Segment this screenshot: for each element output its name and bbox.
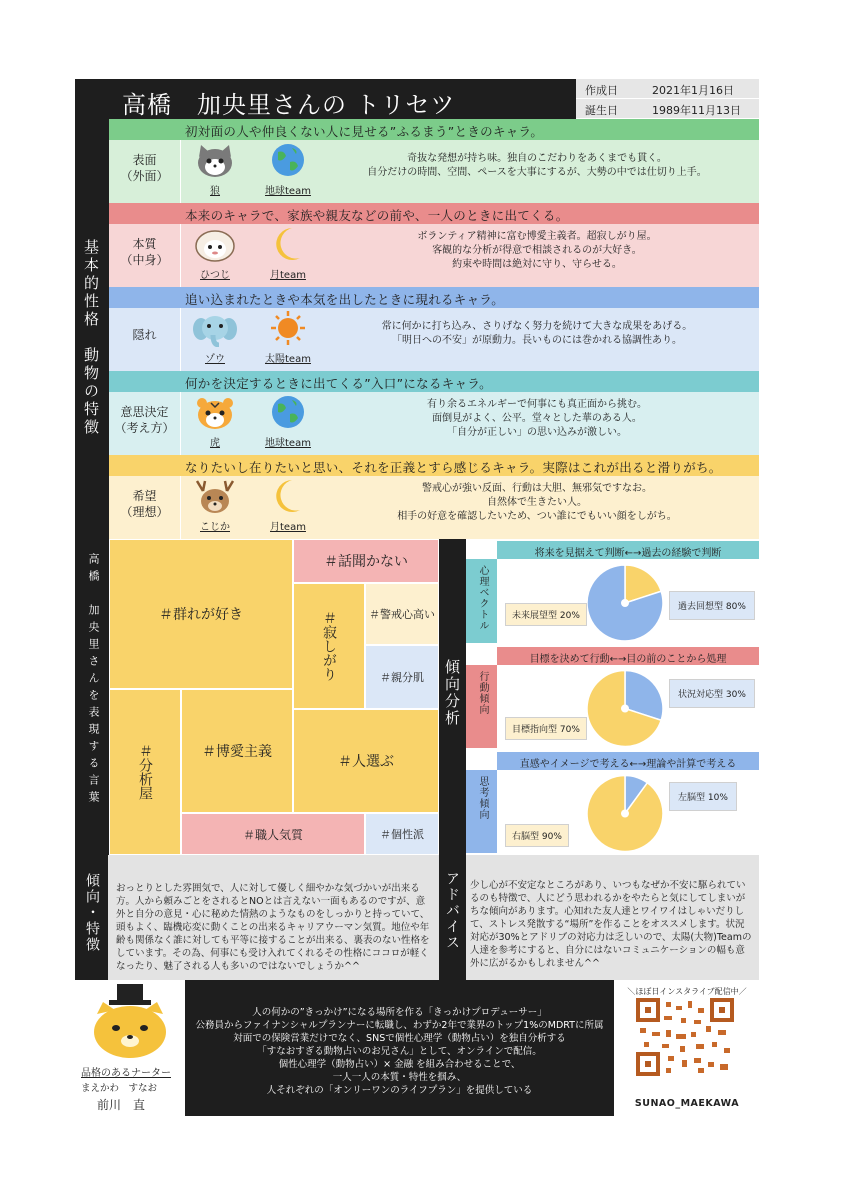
pie-center [621, 599, 629, 607]
profile-card [75, 980, 185, 1116]
analysis-body [497, 665, 759, 748]
advice-side-label: アドバイス [444, 871, 460, 951]
animal-name: 狼 [210, 186, 220, 197]
team-name: 地球team [265, 438, 311, 449]
elephant-icon [193, 311, 237, 347]
analysis-header: 目標を決めて行動←→目の前のことから処理 [497, 647, 759, 665]
analysis-side [466, 559, 497, 643]
animal-name: ひつじ [200, 270, 230, 281]
section-header: 何かを決定するときに出てくる”入口”になるキャラ。 [109, 371, 759, 392]
pie-label-left: 未来展望型 20% [505, 603, 587, 626]
pie-label-right: 状況対応型 30% [669, 679, 755, 708]
bio-line: 人それぞれの「オンリーワンのライフプラン」を提供している [266, 1085, 533, 1096]
tag-wary: ＃警戒心高い [365, 583, 439, 645]
analysis-side-bar [439, 539, 466, 855]
analysis-side-label: 傾向分析 [443, 659, 461, 727]
traits-text: おっとりとした雰囲気で、人に対して優しく細やかな気づかいが出来る方。人から頼みごとをされるとNOとは言えない一面もあるのですが、意外と自分の意見・心に秘めた情熱のようなものをしっかりと持っていて、頭もよく、臨機応変に動くことの出来るキャリアウーマン気質。地位や年齢も関係なく誰に対しても平等に接することが出来る、裏表のない性格をしています。その為、何事にも受け入れてくれるその性格にココロが軽くなったり、魅了される人も多いのではないでしょうか^^ [108, 855, 439, 980]
analysis-body [497, 770, 759, 853]
team-name: 月team [270, 522, 306, 533]
analysis-side-text: 行動傾向 [477, 671, 488, 715]
section-label: 本質 （中身） [109, 224, 181, 287]
section-left-bar [75, 119, 109, 539]
section-header: なりたいし在りたいと思い、それを正義とすら感じるキャラ。実際はこれが出ると滑りがち。 [109, 455, 759, 476]
deer-icon [193, 479, 237, 515]
section-label: 隠れ [109, 308, 181, 371]
section-description: 常に何かに打ち込み、さりげなく努力を続けて大きな成果をあげる。 「明日への不安」が原動力。長いものには巻かれる協調性あり。 [381, 321, 693, 346]
section-body [181, 224, 759, 287]
cat-mascot-icon [87, 984, 173, 1060]
cat-icon [193, 143, 237, 179]
birth-label: 誕生日 [576, 99, 640, 119]
analysis-header: 将来を見据えて判断←→過去の経験で判断 [497, 541, 759, 559]
treemap-side-label: 高橋 加央里さんを表現する言葉 [87, 553, 100, 808]
analysis-side-text: 思考傾向 [477, 776, 488, 820]
qr-code-icon[interactable] [636, 998, 734, 1076]
section-label: 希望 （理想） [109, 476, 181, 539]
tag-boss: ＃親分肌 [365, 645, 439, 709]
analysis-header: 直感やイメージで考える←→理論や計算で考える [497, 752, 759, 770]
moon-icon [270, 478, 306, 514]
section-description: 奇抜な発想が持ち味。独自のこだわりをあくまでも貫く。 自分だけの時間、空間、ペースを大事にするが、大勢の中では仕切り上手。 [367, 153, 707, 178]
tag-selective: ＃人選ぶ [293, 709, 439, 813]
section-left-label: 基本的性格 動物の特徴 [82, 239, 100, 437]
tag-unique: ＃個性派 [365, 813, 439, 855]
pie-label-right: 左脳型 10% [669, 782, 737, 811]
traits-side-label: 傾向・特徴 [84, 873, 100, 953]
qr-caption: ＼ほぼ日インスタライブ配信中／ [627, 987, 747, 996]
bio-line: 個性心理学（動物占い）× 金融 を組み合わせることで、 [278, 1059, 521, 1070]
earth-icon [270, 394, 306, 430]
analysis-side [466, 665, 497, 748]
section-description: 有り余るエネルギーで何事にも真正面から挑む。 面倒見がよく、公平。堂々とした華のある人。 「自分が正しい」の思い込みが激しい。 [427, 399, 647, 438]
tag-lonely: ＃寂しがり [293, 583, 365, 709]
section-body [181, 476, 759, 539]
tag-philanthropy: ＃博愛主義 [181, 689, 293, 813]
bio-line: 一人一人の本質・特性を掴み、 [332, 1072, 467, 1083]
animal-name: ゾウ [205, 354, 225, 365]
section-header: 追い込まれたときや本気を出したときに現れるキャラ。 [109, 287, 759, 308]
section-label: 意思決定 （考え方） [109, 392, 181, 455]
moon-icon [270, 226, 306, 262]
profile-name: 前川 直 [97, 1098, 146, 1112]
team-name: 月team [270, 270, 306, 281]
created-value: 2021年1月16日 [640, 79, 759, 99]
analysis-side-text: 心理ベクトル [477, 565, 488, 631]
tiger-icon [193, 395, 237, 431]
tag-herd: ＃群れが好き [109, 539, 293, 689]
profile-role: 品格のあるナーター [81, 1068, 171, 1079]
profile-kana: まえかわ すなお [81, 1083, 158, 1094]
pie-center [621, 810, 629, 818]
tag-craftsman: ＃職人気質 [181, 813, 365, 855]
sheep-icon [193, 227, 237, 263]
advice-side-bar [439, 855, 466, 980]
pie-label-right: 過去回想型 80% [669, 591, 755, 620]
qr-panel [614, 980, 759, 1116]
analysis-side [466, 770, 497, 853]
section-label: 表面 （外面） [109, 140, 181, 203]
tag-analyst: ＃分析屋 [109, 689, 181, 855]
animal-name: 虎 [210, 438, 220, 449]
team-name: 太陽team [265, 354, 311, 365]
section-description: ボランティア精神に富む博愛主義者。超寂しがり屋。 客観的な分析が得意で相談されるのが大好き。 約束や時間は絶対に守り、守らせる。 [417, 231, 657, 270]
birth-value: 1989年11月13日 [640, 99, 759, 119]
bio-line: 対面での保険営業だけでなく、SNSで個性心理学（動物占い）を独自分析する [233, 1033, 566, 1044]
section-header: 初対面の人や仲良くない人に見せる”ふるまう”ときのキャラ。 [109, 119, 759, 140]
section-description: 警戒心が強い反面、行動は大胆、無邪気ですなお。 自然体で生きたい人。 相手の好意を確認したいため、つい誰にでもいい顔をしがち。 [397, 483, 677, 522]
pie-label-left: 目標指向型 70% [505, 717, 587, 740]
advice-text: 少し心が不安定なところがあり、いつもなぜか不安に駆られているのも特徴で、人にどう思われるかをやたらと気にしてしまいがちな傾向があります。心知れた友人達とワイワイはしゃいだりして、ストレス発散する“場所”を作ることをオススメします。状況対応が30%とアドリブの対応力は乏しいので、太陽(大物)Teamの人達を参考にすると、自分にはないコミュニケーションの幅も意外に広がるかもしれません^^ [466, 855, 759, 980]
pie-center [621, 705, 629, 713]
pie-label-left: 右脳型 90% [505, 824, 569, 847]
tag-not-listening: ＃話聞かない [293, 539, 439, 583]
bio-line: 公務員からファイナンシャルプランナーに転職し、わずか2年で業界のトップ1%のMDRTに所属 [195, 1020, 604, 1031]
qr-handle: SUNAO_MAEKAWA [634, 1098, 740, 1109]
page-title: 高橋 加央里さんの トリセツ [122, 91, 456, 119]
animal-name: こじか [200, 522, 230, 533]
bio-line: 人の何かの”きっかけ”になる場所を作る「きっかけプロデューサー」 [252, 1007, 547, 1018]
profile-bio [185, 980, 614, 1116]
bio-lines [185, 1006, 614, 1097]
sun-icon [270, 310, 306, 346]
section-body [181, 140, 759, 203]
section-body [181, 308, 759, 371]
treemap-side-bar [75, 539, 109, 855]
earth-icon [270, 142, 306, 178]
analysis-body [497, 559, 759, 643]
traits-side-bar [75, 855, 108, 980]
created-label: 作成日 [576, 79, 640, 99]
team-name: 地球team [265, 186, 311, 197]
section-header: 本来のキャラで、家族や親友などの前や、一人のときに出てくる。 [109, 203, 759, 224]
bio-line: 「すなおすぎる動物占いのお兄さん」として、オンラインで配信。 [257, 1046, 542, 1057]
section-body [181, 392, 759, 455]
treemap [109, 539, 439, 855]
